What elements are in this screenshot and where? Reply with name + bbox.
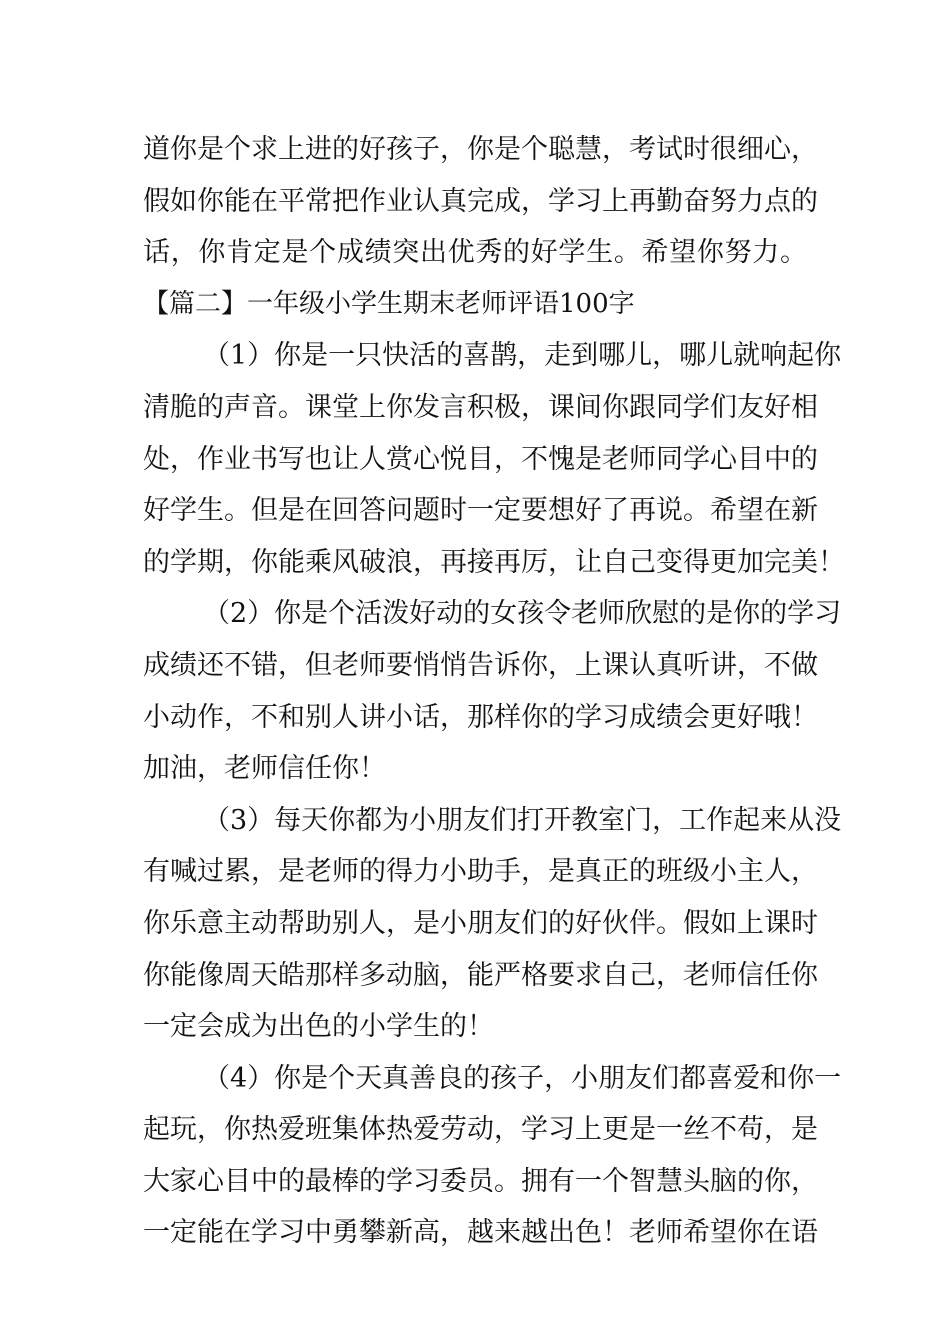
text-line: 的学期，你能乘风破浪，再接再厉，让自己变得更加完美！ — [143, 546, 845, 578]
paragraph-first-line: （4）你是个天真善良的孩子，小朋友们都喜爱和你一 — [203, 1062, 842, 1094]
text-line: 有喊过累，是老师的得力小助手，是真正的班级小主人， — [143, 856, 818, 888]
text-line: 你乐意主动帮助别人，是小朋友们的好伙伴。假如上课时 — [143, 907, 818, 939]
text-line: 处，作业书写也让人赏心悦目，不愧是老师同学心目中的 — [143, 443, 818, 475]
document-body — [143, 124, 845, 1259]
text-line: 好学生。但是在回答问题时一定要想好了再说。希望在新 — [143, 495, 818, 527]
text-line: 你能像周天皓那样多动脑，能严格要求自己，老师信任你 — [143, 959, 818, 991]
text-line: 大家心目中的最棒的学习委员。拥有一个智慧头脑的你， — [143, 1165, 818, 1197]
text-line: 加油，老师信任你！ — [143, 753, 386, 785]
text-line: 起玩，你热爱班集体热爱劳动，学习上更是一丝不苟，是 — [143, 1114, 818, 1146]
text-line: 假如你能在平常把作业认真完成，学习上再勤奋努力点的 — [143, 185, 818, 217]
text-line: 道你是个求上进的好孩子，你是个聪慧，考试时很细心， — [143, 134, 818, 165]
text-line: 成绩还不错，但老师要悄悄告诉你，上课认真听讲，不做 — [143, 649, 818, 681]
paragraph-first-line: （1）你是一只快活的喜鹊，走到哪儿，哪儿就响起你 — [203, 340, 842, 372]
text-line: 一定能在学习中勇攀新高，越来越出色！老师希望你在语 — [143, 1217, 818, 1249]
section-heading: 【篇二】一年级小学生期末老师评语100字 — [143, 288, 635, 319]
text-line: 一定会成为出色的小学生的！ — [143, 1011, 494, 1043]
text-line: 小动作，不和别人讲小话，那样你的学习成绩会更好哦！ — [143, 701, 818, 733]
paragraph-first-line: （2）你是个活泼好动的女孩令老师欣慰的是你的学习 — [203, 598, 842, 630]
text-line: 清脆的声音。课堂上你发言积极，课间你跟同学们友好相 — [143, 391, 818, 423]
paragraph-first-line: （3）每天你都为小朋友们打开教室门，工作起来从没 — [203, 804, 842, 836]
text-line: 话，你肯定是个成绩突出优秀的好学生。希望你努力。 — [143, 237, 807, 269]
